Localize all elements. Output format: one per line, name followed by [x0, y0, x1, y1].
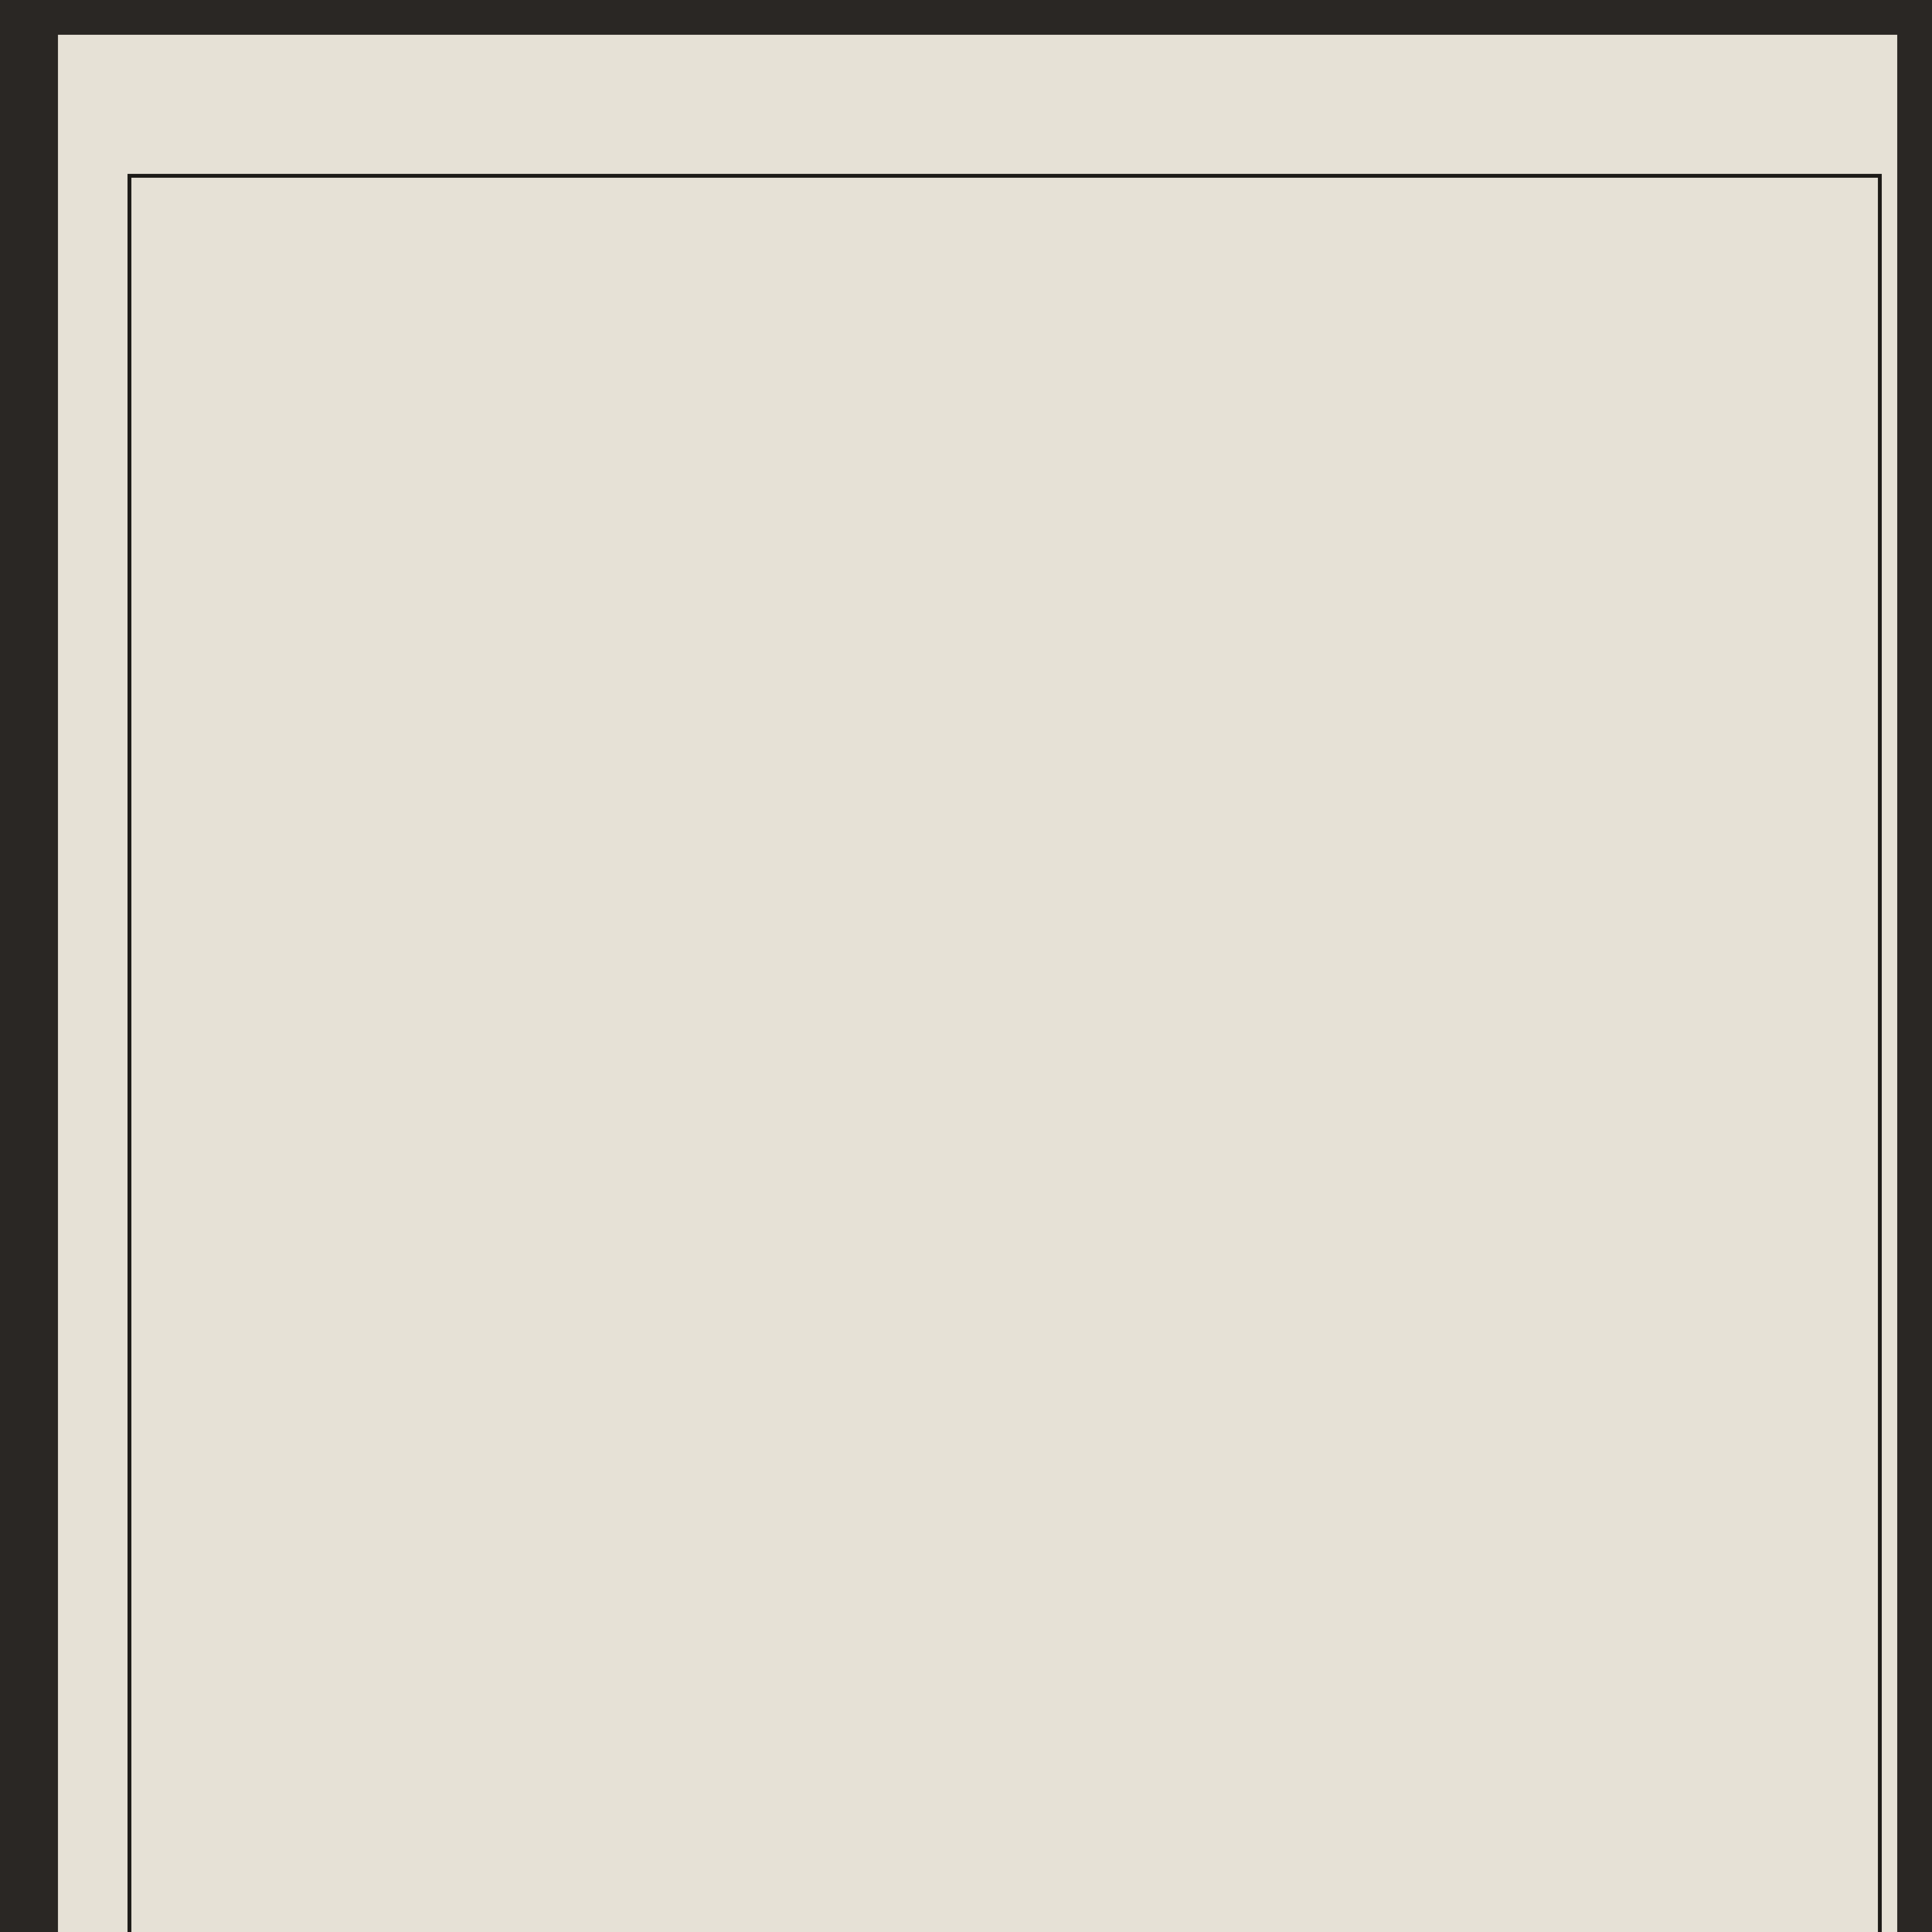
quotation-frame: [128, 174, 1882, 1932]
